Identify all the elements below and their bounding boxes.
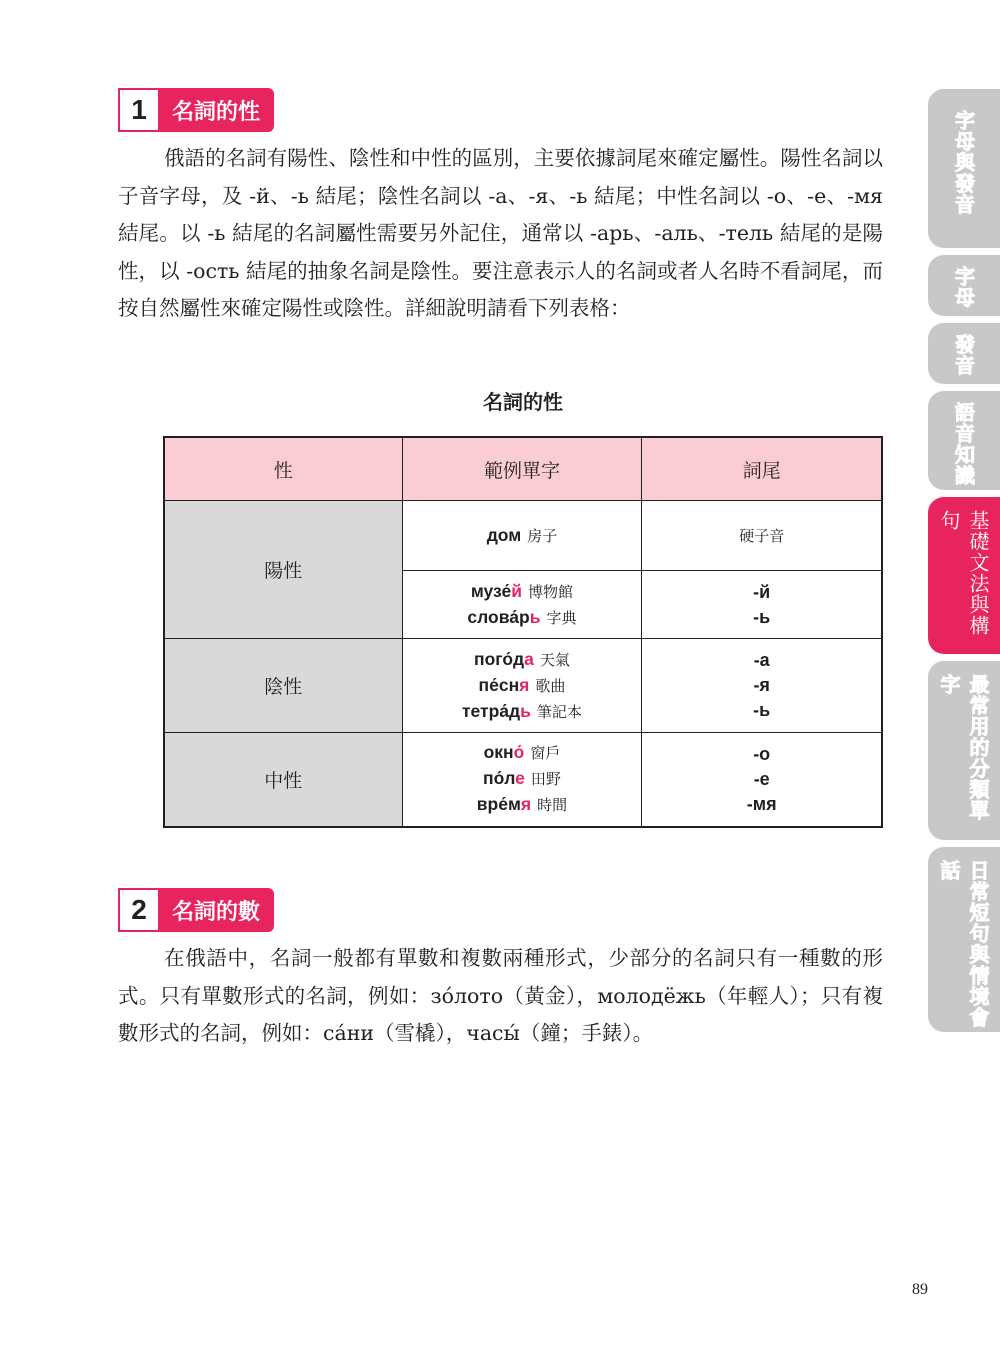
ending-value: -я <box>753 675 770 695</box>
example-cell <box>402 571 642 639</box>
section-1-number: 1 <box>118 88 160 132</box>
gender-feminine: 陰性 <box>164 639 402 733</box>
ending-value: -ь <box>753 700 771 720</box>
tab-label: 發音 <box>951 334 976 376</box>
tab-daily-phrases[interactable] <box>928 846 1000 1032</box>
example-word-stem: пого́д <box>474 648 525 669</box>
header-ending: 詞尾 <box>642 437 882 501</box>
tab-pronunciation[interactable] <box>928 322 1000 384</box>
tab-letters[interactable] <box>928 254 1000 316</box>
section-1-text: 俄語的名詞有陽性、陰性和中性的區別，主要依據詞尾來確定屬性。陽性名詞以子音字母，及 -й、-ь 結尾；陰性名詞以 -а、-я、-ь 結尾；中性名詞以 -о、-е、-мя 結尾。以 -ь 結尾的名詞屬性需要另外記住，通常以 -арь、-аль、-тель 結尾的是陽性，以 -ость 結尾的抽象名詞是陰性。要注意表示人的名詞或者人名時不看詞尾，而按自然屬性來確定陽性或陰性。詳細說明請看下列表格： <box>118 146 883 320</box>
table-title: 名詞的性 <box>483 390 563 414</box>
section-1-paragraph <box>118 140 883 328</box>
example-word: дом <box>486 525 522 545</box>
section-2-heading <box>118 888 274 932</box>
example-word-ending: ь <box>520 700 531 721</box>
ending-value: -а <box>753 650 770 670</box>
section-1-title: 名詞的性 <box>160 88 274 132</box>
example-word-ending: е <box>515 768 525 789</box>
example-word-ending: ь <box>529 606 541 627</box>
example-translation: 博物館 <box>528 582 574 601</box>
ending-value: -о <box>753 743 771 764</box>
section-1-heading <box>118 88 274 132</box>
table-row-neuter <box>164 733 882 827</box>
ending-value: -е <box>753 768 770 789</box>
example-word-ending: я <box>520 794 532 815</box>
example-word-ending: й <box>511 580 523 601</box>
tab-common-vocabulary[interactable] <box>928 660 1000 840</box>
ending-value: -й <box>753 581 771 602</box>
page-number: 89 <box>912 1281 928 1298</box>
tab-letters-and-pronunciation[interactable] <box>928 88 1000 248</box>
example-translation: 窗戶 <box>530 744 561 763</box>
example-word-stem: музе́ <box>470 580 512 601</box>
tab-label: 字母 <box>951 266 976 308</box>
example-word-stem: пе́сн <box>478 674 520 695</box>
ending-hard-consonant: 硬子音 <box>739 527 785 545</box>
table-row-feminine <box>164 639 882 733</box>
example-word-stem: окн <box>483 742 514 763</box>
example-word-stem: слова́р <box>467 606 530 627</box>
tab-label: 最常用的分類單字 <box>937 674 990 821</box>
tab-phonetics[interactable] <box>928 390 1000 490</box>
gender-masculine: 陽性 <box>164 501 402 639</box>
tab-label: 字母與發音 <box>951 110 976 215</box>
example-translation: 字典 <box>546 608 577 627</box>
example-translation: 田野 <box>530 770 561 789</box>
header-example: 範例單字 <box>402 437 642 501</box>
section-2-paragraph <box>118 940 883 1053</box>
tab-basic-grammar[interactable] <box>928 496 1000 654</box>
example-word-stem: по́л <box>483 768 516 789</box>
example-word-stem: вре́м <box>476 794 521 815</box>
section-2-text: 在俄語中，名詞一般都有單數和複數兩種形式，少部分的名詞只有一種數的形式。只有單數形式的名詞，例如：зо́лото（黃金），молодёжь（年輕人）；只有複數形式的名詞，例如：са́ни（雪橇），часы́（鐘；手錶）。 <box>118 946 883 1045</box>
example-translation: 房子 <box>527 527 558 545</box>
tab-label: 基礎文法與構句 <box>937 510 990 636</box>
example-translation: 筆記本 <box>536 702 582 721</box>
ending-value: -мя <box>746 793 777 814</box>
header-gender: 性 <box>164 437 402 501</box>
noun-gender-table <box>163 436 883 828</box>
ending-cell <box>642 733 882 827</box>
example-cell <box>402 639 642 733</box>
tab-label: 語音知識 <box>951 402 976 486</box>
example-translation: 歌曲 <box>535 676 566 695</box>
example-translation: 天氣 <box>539 650 570 669</box>
example-cell <box>402 501 642 571</box>
ending-cell <box>642 639 882 733</box>
example-word-ending: я <box>519 674 530 695</box>
table-row-masculine-1 <box>164 501 882 571</box>
example-word-ending: а <box>524 648 534 669</box>
example-cell <box>402 733 642 827</box>
gender-neuter: 中性 <box>164 733 402 827</box>
example-translation: 時間 <box>537 796 568 815</box>
ending-value: -ь <box>753 606 771 627</box>
table-header-row <box>164 437 882 501</box>
example-word-stem: тетра́д <box>461 700 521 721</box>
example-word-ending: о́ <box>513 742 525 763</box>
section-2-title: 名詞的數 <box>160 888 274 932</box>
section-2-number: 2 <box>118 888 160 932</box>
chapter-tabs <box>928 0 1000 1353</box>
ending-cell <box>642 501 882 571</box>
tab-label: 日常短句與情境會話 <box>937 860 990 1028</box>
ending-cell <box>642 571 882 639</box>
